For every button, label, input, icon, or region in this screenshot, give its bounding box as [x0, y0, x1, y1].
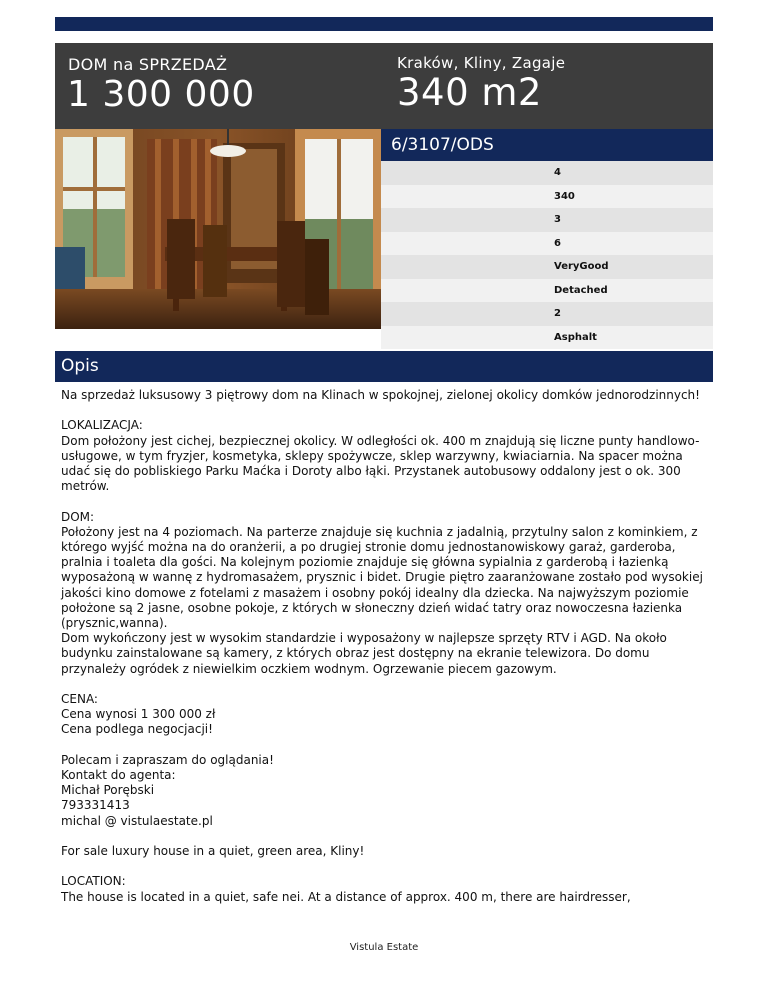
reference-number: 6/3107/ODS: [381, 129, 713, 161]
description-paragraph: LOCATION: The house is located in a quiet, safe nei. At a distance of approx. 400 m, there are hairdresser,: [61, 874, 631, 904]
area: 340 m2: [397, 71, 542, 114]
description-paragraph: Na sprzedaż luksusowy 3 piętrowy dom na Klinach w spokojnej, zielonej okolicy domków jednorodzinnych!: [61, 388, 700, 402]
listing-type: DOM na SPRZEDAŻ: [68, 55, 228, 74]
property-value: Detached: [381, 279, 713, 303]
price-header: [55, 43, 381, 129]
property-details-table: [381, 161, 713, 349]
location-header: [381, 43, 713, 129]
description-paragraph: DOM: Położony jest na 4 poziomach. Na parterze znajduje się kuchnia z jadalnią, przytulny salon z kominkiem, z którego wyjść można na do oranżerii, a po drugiej stronie domu jednostanowiskowy garaż, garderoba, pralnia i toaleta dla gości. Na kolejnym poziomie znajduje się główna sypialnia z garderobą i łazienką wyposażoną w wannę z hydromasażem, prysznic i bidet. Drugie piętro zaaranżowane zostało pod wysokiej jakości kino domowe z fotelami z masażem i osobny pokój idealny dla dziecka. Na najwyższym poziomie położone są 2 jasne, osobne pokoje, z których w słoneczny dzień widać tatry oraz nowoczesna łazienka (prysznic,wanna). Dom wykończony jest w wysokim standardzie i wyposażony w najlepsze sprzęty RTV i AGD. Na około budynku zainstalowane są kamery, z których obraz jest dostępny na ekranie telewizora. Do domu przynależy ogródek z niewielkim oczkiem wodnym. Ogrzewanie piecem gazowym.: [61, 509, 703, 676]
description-heading: Opis: [55, 351, 713, 382]
description-paragraph: For sale luxury house in a quiet, green area, Kliny!: [61, 844, 365, 859]
property-value: 340: [381, 185, 713, 209]
price: 1 300 000: [67, 74, 255, 115]
property-value: Asphalt: [381, 326, 713, 350]
property-value: 6: [381, 232, 713, 256]
location: Kraków, Kliny, Zagaje: [397, 54, 566, 72]
description-paragraph: LOKALIZACJA: Dom położony jest cichej, bezpiecznej okolicy. W odległości ok. 400 m znajdują się liczne punty handlowo-usługowe, w tym fryzjer, kosmetyka, sklepy spożywcze, sklep warzywny, kwiaciarnia. Na spacer można udać się do pobliskiego Parku Maćka i Doroty albo łąki. Przystanek autobusowy oddalony jest o ok. 300 metrów.: [61, 418, 700, 494]
property-value: 4: [381, 161, 713, 185]
description-paragraph: Polecam i zapraszam do oglądania! Kontakt do agenta: Michał Porębski 793331413 michal @ vistulaestate.pl: [61, 752, 274, 828]
property-photo: [55, 129, 381, 329]
footer-brand: Vistula Estate: [349, 942, 419, 953]
property-value: VeryGood: [381, 255, 713, 279]
property-value: 3: [381, 208, 713, 232]
description-paragraph: CENA: Cena wynosi 1 300 000 zł Cena podlega negocjacji!: [61, 692, 216, 737]
top-accent-bar: [55, 17, 713, 31]
property-value: 2: [381, 302, 713, 326]
description-text: [61, 388, 711, 920]
